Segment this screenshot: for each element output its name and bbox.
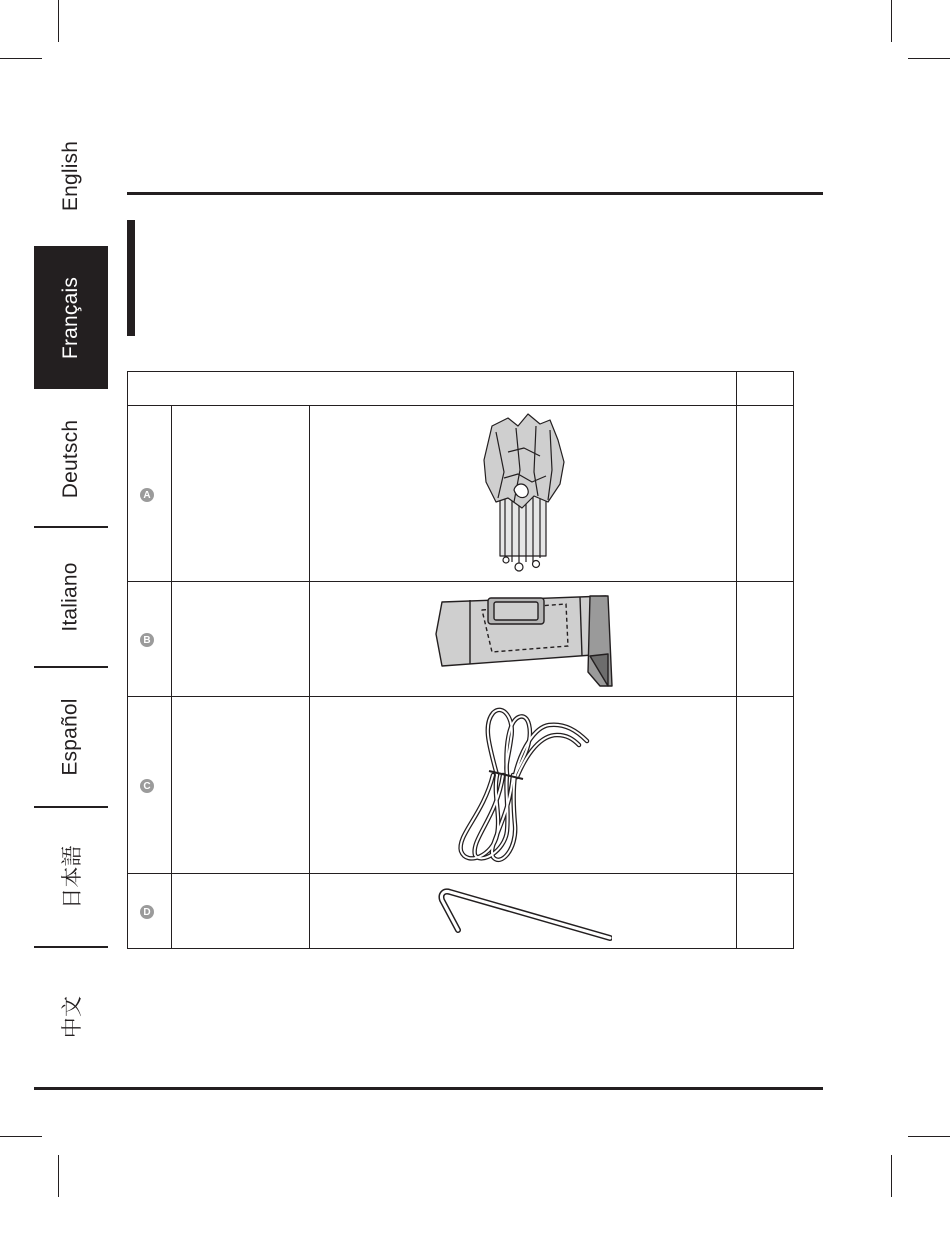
row-divider <box>128 581 793 582</box>
lang-label: English <box>59 140 82 212</box>
crop-mark <box>58 1155 59 1197</box>
lang-label: Deutsch <box>59 419 83 498</box>
lang-tab-francais[interactable] <box>34 246 108 389</box>
crop-mark <box>908 58 950 59</box>
lang-label: Español <box>59 698 83 776</box>
lang-label: Italiano <box>58 562 82 632</box>
lang-label: 日本語 <box>60 845 84 909</box>
header-row-divider <box>128 405 793 406</box>
crop-mark <box>0 58 42 59</box>
crop-mark <box>908 1136 950 1137</box>
footer-rule <box>34 1087 823 1090</box>
part-letter-badge: A <box>140 488 154 502</box>
lang-label: Français <box>59 276 82 359</box>
lang-tab-italiano[interactable] <box>34 528 108 666</box>
folded-canopy-illustration <box>478 412 572 574</box>
crop-mark <box>891 0 892 42</box>
part-letter-badge: D <box>140 905 154 919</box>
section-bar <box>127 220 135 336</box>
carry-bag-illustration <box>430 590 614 690</box>
crop-mark <box>891 1155 892 1197</box>
col-divider-name <box>309 405 310 948</box>
lang-tab-espanol[interactable] <box>34 668 108 806</box>
col-divider-letter <box>171 405 172 948</box>
row-divider <box>128 873 793 874</box>
col-divider-qty <box>736 372 737 948</box>
lang-tab-deutsch[interactable] <box>34 390 108 527</box>
lang-tab-japanese[interactable] <box>34 808 108 946</box>
part-letter-badge: C <box>140 779 154 793</box>
lang-tab-chinese[interactable] <box>34 948 108 1086</box>
stake-illustration <box>438 882 612 942</box>
part-letter-badge: B <box>140 633 154 647</box>
lang-tab-english[interactable] <box>34 110 108 242</box>
guy-ropes-illustration <box>453 705 593 867</box>
header-rule <box>127 192 823 195</box>
row-divider <box>128 696 793 697</box>
crop-mark <box>58 0 59 42</box>
crop-mark <box>0 1136 42 1137</box>
lang-label: 中文 <box>61 995 84 1039</box>
parts-table <box>127 371 794 949</box>
